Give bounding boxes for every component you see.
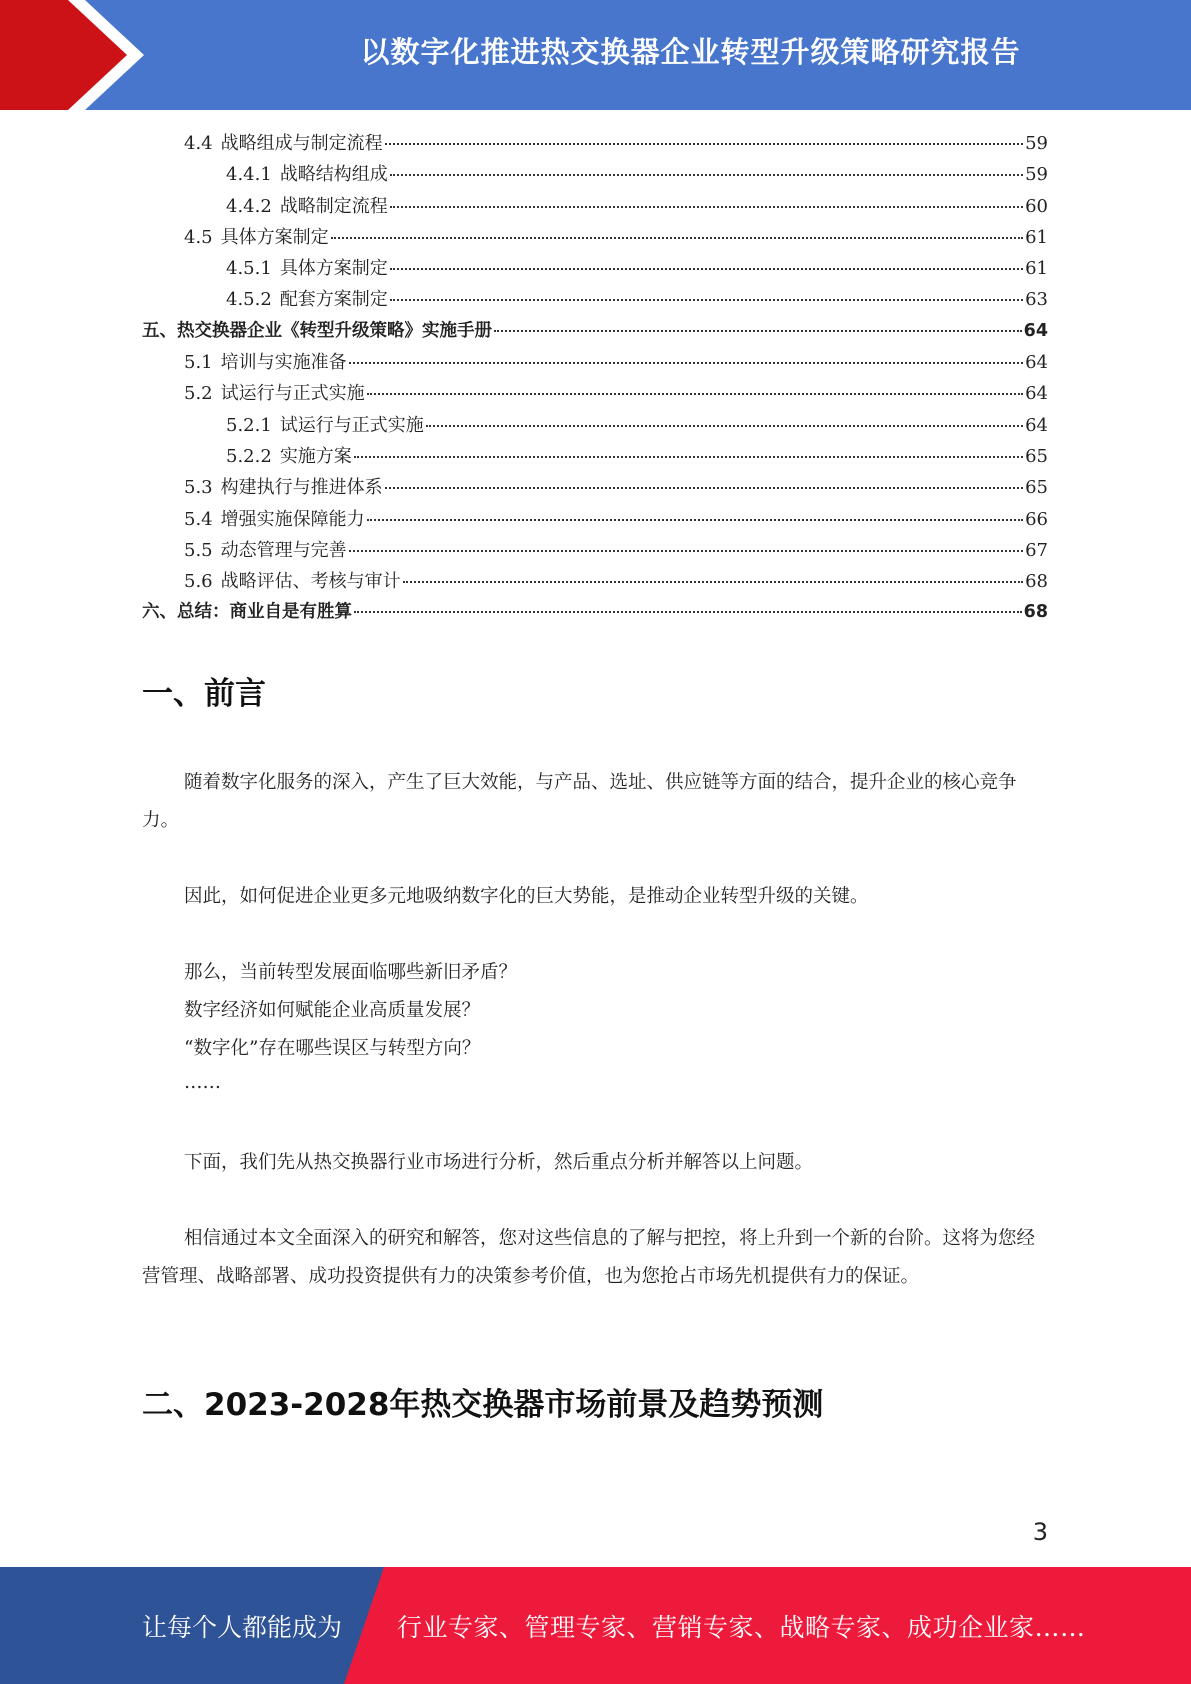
toc-entry-title: 战略评估、考核与审计 bbox=[220, 571, 401, 593]
toc-page-number: 65 bbox=[1025, 477, 1048, 499]
toc-entry[interactable] bbox=[142, 253, 1048, 284]
toc-entry[interactable] bbox=[142, 410, 1048, 441]
toc-page-number: 66 bbox=[1025, 508, 1048, 530]
toc-entry-label bbox=[226, 441, 352, 472]
toc-entry-title: 六、总结：商业自是有胜算 bbox=[142, 602, 352, 623]
toc-dot-leader bbox=[390, 173, 1023, 176]
toc-entry-number: 5.2 bbox=[184, 383, 213, 405]
toc-page-number: 59 bbox=[1025, 164, 1048, 186]
toc-entry-title: 试运行与正式实施 bbox=[279, 414, 424, 436]
toc-entry-title: 试运行与正式实施 bbox=[220, 383, 365, 405]
toc-page-number: 65 bbox=[1025, 445, 1048, 467]
toc-dot-leader bbox=[390, 267, 1023, 270]
toc-entry-title: 具体方案制定 bbox=[220, 226, 329, 248]
toc-entry-number: 4.4.2 bbox=[226, 195, 272, 217]
toc-entry-title: 战略制定流程 bbox=[279, 195, 388, 217]
toc-entry-title: 实施方案 bbox=[279, 445, 352, 467]
toc-dot-leader bbox=[385, 142, 1023, 145]
toc-dot-leader bbox=[390, 298, 1023, 301]
toc-entry-number: 5.5 bbox=[184, 539, 213, 561]
toc-page-number: 67 bbox=[1025, 539, 1048, 561]
toc-entry-label bbox=[142, 316, 492, 347]
toc-entry[interactable] bbox=[142, 347, 1048, 378]
toc-entry-label bbox=[226, 159, 388, 190]
page-number: 3 bbox=[1032, 1518, 1048, 1546]
toc-dot-leader bbox=[349, 361, 1023, 364]
toc-entry[interactable] bbox=[142, 284, 1048, 315]
toc-entry-label bbox=[226, 284, 388, 315]
toc-entry-number: 4.5 bbox=[184, 226, 213, 248]
toc-entry-title: 具体方案制定 bbox=[279, 258, 388, 280]
toc-entry-title: 构建执行与推进体系 bbox=[220, 477, 383, 499]
question-line-2: 数字经济如何赋能企业高质量发展？ bbox=[184, 1000, 481, 1021]
toc-entry-label bbox=[226, 191, 388, 222]
toc-entry-number: 5.4 bbox=[184, 508, 213, 530]
toc-entry-number: 5.2.2 bbox=[226, 445, 272, 467]
toc-page-number: 61 bbox=[1025, 226, 1048, 248]
toc-dot-leader bbox=[349, 549, 1023, 552]
toc-entry-label bbox=[184, 535, 347, 566]
toc-entry-title: 动态管理与完善 bbox=[220, 539, 347, 561]
toc-entry-title: 战略结构组成 bbox=[279, 164, 388, 186]
footer-slogan-left: 让每个人都能成为 bbox=[142, 1612, 343, 1642]
toc-entry[interactable] bbox=[142, 441, 1048, 472]
toc-page-number: 61 bbox=[1025, 258, 1048, 280]
toc-entry-number: 4.5.2 bbox=[226, 289, 272, 311]
toc-entry[interactable] bbox=[142, 222, 1048, 253]
preface-paragraph-3: 下面，我们先从热交换器行业市场进行分析，然后重点分析并解答以上问题。 bbox=[184, 1152, 814, 1173]
toc-entry-title: 配套方案制定 bbox=[279, 289, 388, 311]
toc-entry[interactable] bbox=[142, 472, 1048, 503]
toc-dot-leader bbox=[403, 580, 1023, 583]
toc-dot-leader bbox=[385, 486, 1023, 489]
toc-dot-leader bbox=[367, 392, 1023, 395]
question-line-3: “数字化”存在哪些误区与转型方向？ bbox=[184, 1038, 481, 1059]
toc-entry-number: 4.4.1 bbox=[226, 164, 272, 186]
toc-entry[interactable] bbox=[142, 128, 1048, 159]
toc-page-number: 64 bbox=[1025, 352, 1048, 374]
toc-entry[interactable] bbox=[142, 316, 1048, 347]
toc-page-number: 59 bbox=[1025, 133, 1048, 154]
toc-page-number: 68 bbox=[1025, 571, 1048, 593]
toc-entry-label bbox=[184, 128, 383, 159]
toc-entry-label bbox=[184, 504, 365, 535]
page-header bbox=[0, 0, 1191, 110]
question-ellipsis: …… bbox=[184, 1072, 221, 1093]
toc-entry-title: 战略组成与制定流程 bbox=[220, 133, 383, 154]
toc-entry-number: 5.3 bbox=[184, 477, 213, 499]
toc-dot-leader bbox=[331, 236, 1023, 239]
toc-page-number: 64 bbox=[1025, 383, 1048, 405]
toc-entry-number: 5.6 bbox=[184, 571, 213, 593]
section-heading-market-forecast: 二、2023-2028年热交换器市场前景及趋势预测 bbox=[142, 1387, 824, 1423]
toc-dot-leader bbox=[494, 329, 1022, 332]
toc-entry-title: 五、热交换器企业《转型升级策略》实施手册 bbox=[142, 320, 492, 341]
toc-dot-leader bbox=[367, 518, 1023, 521]
toc-dot-leader bbox=[354, 610, 1022, 613]
toc-entry-number: 4.5.1 bbox=[226, 258, 272, 280]
toc-entry[interactable] bbox=[142, 191, 1048, 222]
toc-entry-label bbox=[226, 253, 388, 284]
toc-page-number: 60 bbox=[1025, 195, 1048, 217]
footer-slogan-right: 行业专家、管理专家、营销专家、战略专家、成功企业家…… bbox=[397, 1612, 1086, 1642]
preface-paragraph-1: 随着数字化服务的深入，产生了巨大效能，与产品、选址、供应链等方面的结合，提升企业的核心竞争力。 bbox=[142, 772, 1017, 831]
toc-dot-leader bbox=[354, 455, 1023, 458]
question-line-1: 那么，当前转型发展面临哪些新旧矛盾？ bbox=[184, 962, 518, 983]
toc-entry-label bbox=[142, 597, 352, 628]
toc-page-number: 68 bbox=[1023, 602, 1048, 623]
toc-entry-number: 5.2.1 bbox=[226, 414, 272, 436]
report-title: 以数字化推进热交换器企业转型升级策略研究报告 bbox=[360, 34, 1021, 69]
toc-entry-label bbox=[184, 347, 347, 378]
toc-entry[interactable] bbox=[142, 535, 1048, 566]
toc-entry[interactable] bbox=[142, 566, 1048, 597]
toc-entry-number: 4.4 bbox=[184, 133, 213, 154]
toc-page-number: 63 bbox=[1025, 289, 1048, 311]
toc-entry-title: 培训与实施准备 bbox=[220, 352, 347, 374]
toc-entry[interactable] bbox=[142, 159, 1048, 190]
toc-entry-title: 增强实施保障能力 bbox=[220, 508, 365, 530]
table-of-contents bbox=[142, 128, 1048, 629]
page-footer bbox=[0, 1567, 1191, 1684]
toc-entry-number: 5.1 bbox=[184, 352, 213, 374]
toc-dot-leader bbox=[426, 424, 1023, 427]
toc-entry[interactable] bbox=[142, 378, 1048, 409]
toc-dot-leader bbox=[390, 205, 1023, 208]
toc-entry[interactable] bbox=[142, 504, 1048, 535]
toc-entry-label bbox=[184, 472, 383, 503]
toc-entry-label bbox=[226, 410, 424, 441]
toc-page-number: 64 bbox=[1025, 414, 1048, 436]
toc-page-number: 64 bbox=[1023, 320, 1048, 341]
preface-paragraph-2: 因此，如何促进企业更多元地吸纳数字化的巨大势能，是推动企业转型升级的关键。 bbox=[184, 886, 869, 907]
preface-paragraph-4: 相信通过本文全面深入的研究和解答，您对这些信息的了解与把控，将上升到一个新的台阶。这将为您经营管理、战略部署、成功投资提供有力的决策参考价值，也为您抢占市场先机提供有力的保证。 bbox=[142, 1228, 1036, 1287]
toc-entry-label bbox=[184, 222, 329, 253]
toc-entry-label bbox=[184, 566, 401, 597]
section-heading-preface: 一、前言 bbox=[142, 676, 266, 712]
toc-entry-label bbox=[184, 378, 365, 409]
toc-entry[interactable] bbox=[142, 597, 1048, 628]
